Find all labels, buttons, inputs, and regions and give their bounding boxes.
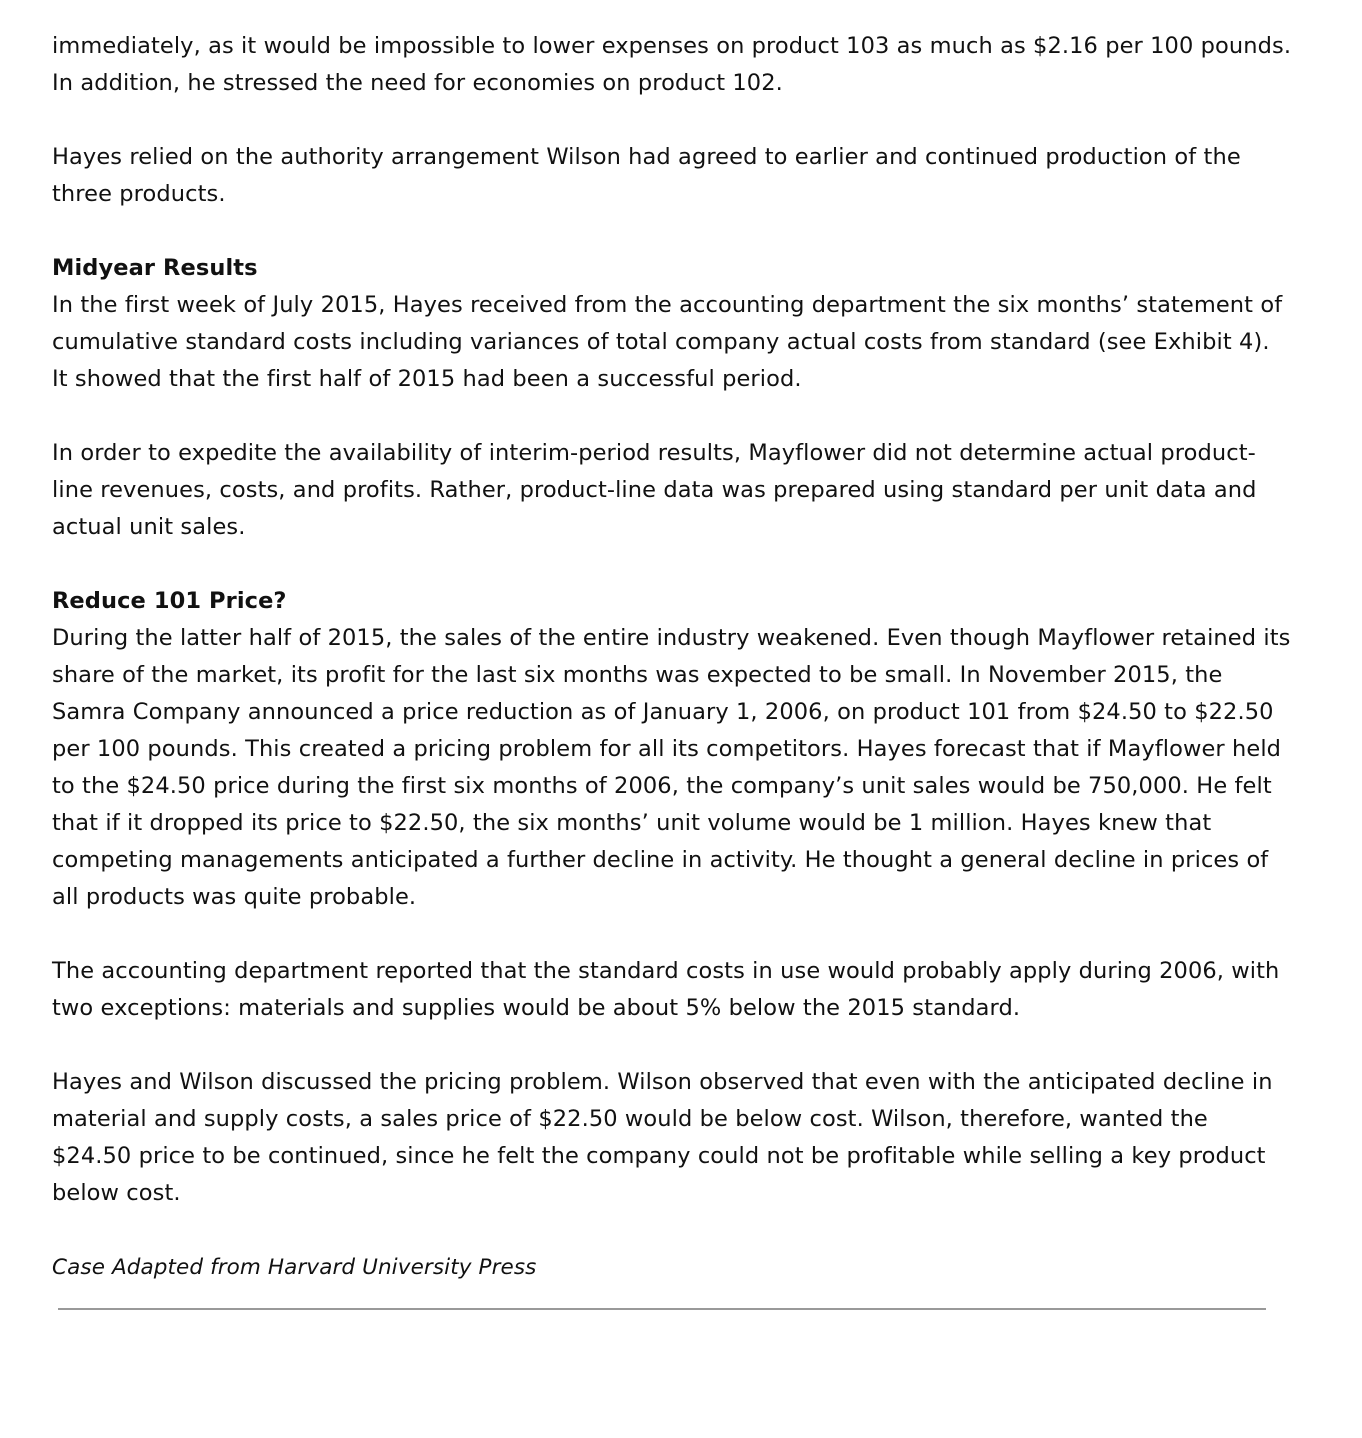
paragraph: Hayes relied on the authority arrangement Wilson had agreed to earlier and continued production of the three products. <box>52 144 1241 207</box>
paragraph: Hayes and Wilson discussed the pricing problem. Wilson observed that even with the anticipated decline in material and supply costs, a sales price of $22.50 would be below cost. Wilson, therefore, wanted the $24.50 price to be continued, since he felt the company could not be profitable while selling a key product below cost. <box>52 1069 1273 1206</box>
paragraph: immediately, as it would be impossible to lower expenses on product 103 as much as $2.16 per 100 pounds. In addition, he stressed the need for economies on product 102. <box>52 33 1292 96</box>
paragraph: In the first week of July 2015, Hayes received from the accounting department the six months’ statement of cumulative standard costs including variances of total company actual costs from standard (see Exhibit 4). It showed that the first half of 2015 had been a successful period. <box>52 292 1283 392</box>
paragraph: During the latter half of 2015, the sales of the entire industry weakened. Even though Mayflower retained its share of the market, its profit for the last six months was expected to be small. In November 2015, the Samra Company announced a price reduction as of January 1, 2006, on product 101 from $24.50 to $22.50 per 100 pounds. This created a pricing problem for all its competitors. Hayes forecast that if Mayflower held to the $24.50 price during the first six months of 2006, the company’s unit sales would be 750,000. He felt that if it dropped its price to $22.50, the six months’ unit volume would be 1 million. Hayes knew that competing managements anticipated a further decline in activity. He thought a general decline in prices of all products was quite probable. <box>52 625 1291 910</box>
divider <box>58 1308 1266 1310</box>
paragraph: In order to expedite the availability of interim-period results, Mayflower did not determine actual product-line revenues, costs, and profits. Rather, product-line data was prepared using standard per unit data and actual unit sales. <box>52 440 1257 540</box>
section-heading: Midyear Results <box>52 255 258 281</box>
section-heading: Reduce 101 Price? <box>52 588 287 614</box>
paragraph: The accounting department reported that the standard costs in use would probably apply during 2006, with two exceptions: materials and supplies would be about 5% below the 2015 standard. <box>52 958 1280 1021</box>
citation: Case Adapted from Harvard University Press <box>52 1255 537 1280</box>
